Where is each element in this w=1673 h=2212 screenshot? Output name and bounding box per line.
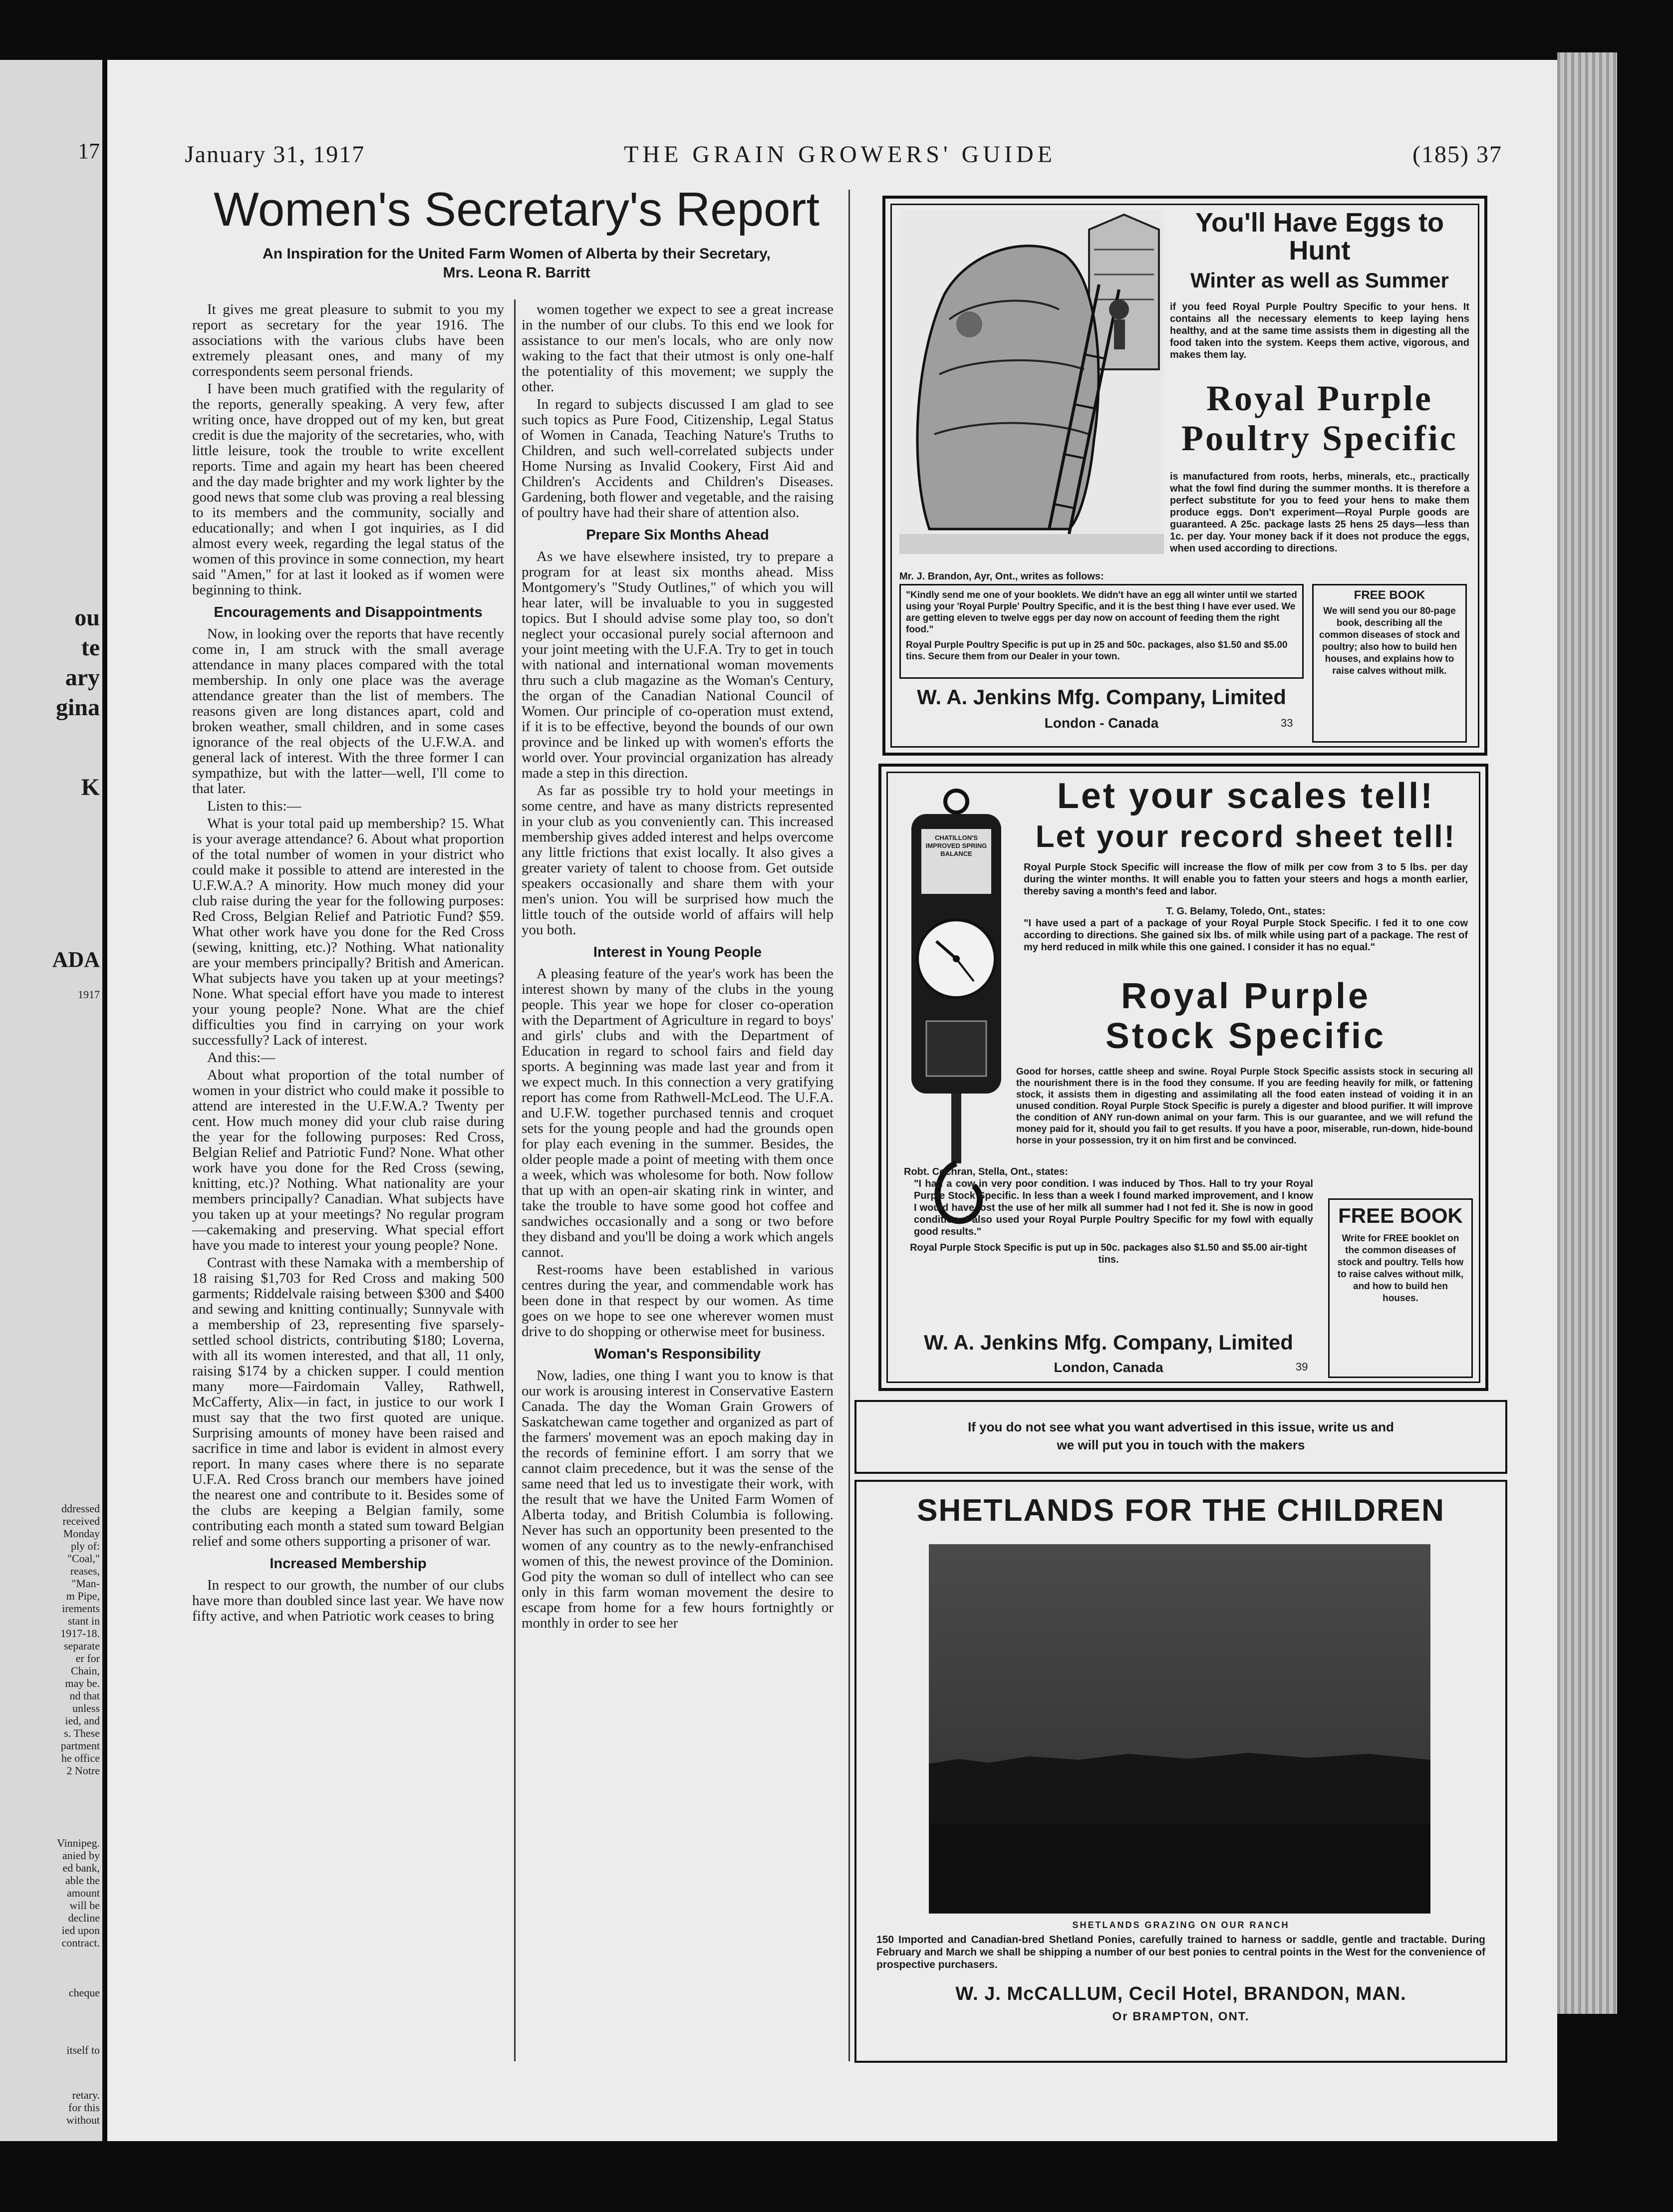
prev-page-fragment: decline [68, 1912, 100, 1924]
ad2-testimonial-1-text: "I have used a part of a package of your Royal Purple Stock Specific. I fed it to one cow according to directions. She gained six lbs. of milk while using part of a package. The rest of my herd reduced in milk while this one gained. I consider it has no equal." [1024, 918, 1468, 953]
photo-caption: SHETLANDS GRAZING ON OUR RANCH [1072, 1920, 1290, 1930]
prev-page-fragment: he office [61, 1752, 100, 1764]
prev-page-fragment: "Man- [71, 1577, 100, 1590]
article-column-1 [192, 302, 504, 1626]
ad1-testimonial-box [899, 584, 1304, 679]
prev-page-fragment: ied, and [65, 1714, 100, 1727]
column-rule [848, 190, 850, 2061]
ad1-product-name [1167, 378, 1472, 458]
paragraph: Rest-rooms have been established in various centres during the year, and commendable work has been done in that respect by our women. As time goes on we hope to see one wherever women must drive to do shopping or otherwise meet for business. [522, 1262, 834, 1340]
ad2-product-line-2: Stock Specific [1105, 1016, 1387, 1056]
paragraph: I have been much gratified with the regularity of the reports, generally speaking. A very few, after writing once, have dropped out of my ken, but great credit is due the majority of the secretaries, who, with little leisure, took the trouble to write excellent reports. Time and again my heart has been cheered and the day made brighter and my work lighter by the good news that some club was proving a real blessing to its members and the community, socially and educationally; and when I got inquiries, as I did almost every week, regarding the legal status of the women of this province in some connection, my heart said "Amen," for at last it looked as if women were beginning to think. [192, 381, 504, 598]
poultry-specific-ad [882, 196, 1487, 756]
prev-page-fragment: without [66, 2114, 100, 2126]
prev-page-fragment: cheque [68, 1986, 100, 1999]
ad2-code: 39 [1296, 1361, 1308, 1373]
ad2-body [911, 1066, 1473, 1146]
prev-page-fragment: Monday [63, 1527, 100, 1540]
ad2-testimonial-1-name: T. G. Belamy, Toledo, Ont., states: [1166, 906, 1326, 917]
paragraph: Contrast with these Namaka with a membership of 18 raising $1,703 for Red Cross and making 500 garments; Riddelvale raising between $300 and $400 and sewing and knitting continually; Sunnyvale with a membership of 23, representing five sparsely-settled school districts, contributing $180; Loverna, with all its women interested, and that all, 11 only, raising $174 by a chicken supper. I could mention many more—Fairdomain Valley, Rathwell, McCafferty, Alix—in fact, in justice to our work I must say that the two first quoted are unique. Surprising amounts of money have been raised and sacrifice in time and labor is evident in almost every report. In many cases where there is no separate U.F.A. Red Cross branch our members have joined the nearest one and contribute to it. Besides some of the clubs are keeping a Belgian family, some contributing each month a stated sum toward Belgian relief and some others supporting a prisoner of war. [192, 1255, 504, 1549]
section-heading: Interest in Young People [593, 944, 762, 960]
ad1-packages-text: Royal Purple Poultry Specific is put up in 25 and 50c. packages, also $1.50 and $5.00 tins. Secure them from our Dealer in your town. [906, 640, 1288, 662]
prev-page-fragment: amount [67, 1887, 100, 1899]
paragraph: What is your total paid up membership? 15. What is your average attendance? 6. About what proportion of the total number of women in your district who could make it possible to attend are interested in the U.F.W.A.? A minority. How much money did your club raise during the year for the following purposes: Red Cross, Belgian Relief and Patriotic Fund? $59. What other work have you done for the Red Cross (sewing, knitting, etc.)? Nothing. What nationality are your members principally? British and American. What subjects have you taken up at your meetings? None. What special effort have you made to interest your young people? None. What are the chief difficulties you find in carrying on your work successfully? Lack of interest. [192, 816, 504, 1048]
ad2-lead: Royal Purple Stock Specific will increase the flow of milk per cow from 3 to 5 lbs. per day during the winter months. It will enable you to fatten your steers and hogs a month earlier, thereby saving a month's feed and labor. [1024, 862, 1468, 897]
paragraph: And this:— [207, 1050, 276, 1066]
prev-page-fragment: K [81, 774, 100, 801]
article-column-2 [522, 302, 834, 1633]
ad1-lead: if you feed Royal Purple Poultry Specific to your hens. It contains all the necessary elements to keep laying hens healthy, and at the same time assists them in digesting all the food taken into the system. Keeps them active, vigorous, and makes them lay. [1170, 301, 1469, 360]
prev-page-fragment: reases, [70, 1565, 100, 1577]
prev-page-fragment: for this [68, 2101, 100, 2114]
prev-page-fragment: s. These [64, 1727, 100, 1739]
page-number: (185) 37 [1412, 141, 1502, 168]
paragraph: Now, ladies, one thing I want you to know is that our work is arousing interest in Conservative Eastern Canada. The day the Woman Grain Growers of Saskatchewan came together and organized as part of the farmers' movement was an epoch making day in the records of feminine effort. I am sorry that we cannot claim precedence, but it was the sense of the same need that led us to investigate their work, with the result that we have the United Farm Women of Alberta today, and British Columbia is following. Never has such an opportunity been presented to the women of any country as to the newly-enfranchised women of this, the newest province of the Dominion. God pity the woman so dull of intellect who can see only in this farm woman movement the desire to escape from home for a few hours fortnightly or monthly in order to see her [522, 1368, 834, 1631]
paragraph: In respect to our growth, the number of our clubs have more than doubled since last year. We have now fifty active, and when Patriotic work ceases to bring [192, 1577, 504, 1624]
ad2-headline-1: Let your scales tell! [1057, 776, 1435, 816]
ad2-free-book-text: Write for FREE booklet on the common diseases of stock and poultry. Tells how to raise calves without milk, and how to build hen houses. [1337, 1233, 1464, 1304]
ad1-free-book-text: We will send you our 80-page book, describing all the common diseases of stock and poultry; also how to build hen houses, and explains how to raise calves without milk. [1319, 606, 1460, 676]
prev-page-fragment: separate [63, 1640, 100, 1652]
subtitle-line-1: An Inspiration for the United Farm Women of Alberta by their Secretary, [263, 246, 771, 262]
prev-page-fragment: er for [75, 1652, 100, 1664]
notice-line-1: If you do not see what you want advertised in this issue, write us and [968, 1419, 1394, 1434]
paragraph: About what proportion of the total number of women in your district who could make it possible to attend are interested in the U.F.W.A.? Twenty per cent. How much money did your club raise during the year for the following purposes: Red Cross, Belgian Relief and Patriotic Fund? None. What other work have you done for the Red Cross (sewing, knitting, etc.)? Nothing. What nationality are your members principally? Canadian. What subjects have you taken up at your meetings? No regular program—cakemaking and preserving. What special effort have you made to interest your young people? None. [192, 1067, 504, 1253]
prev-page-fragment: m Pipe, [66, 1590, 100, 1602]
ad2-packages-text: Royal Purple Stock Specific is put up in 50c. packages also $1.50 and $5.00 air-tight tins. [910, 1242, 1307, 1265]
section-heading: Woman's Responsibility [594, 1346, 761, 1362]
ad1-product-line-1: Royal Purple [1206, 378, 1433, 418]
ad2-company: W. A. Jenkins Mfg. Company, Limited [924, 1331, 1293, 1354]
section-heading: Encouragements and Disappointments [214, 604, 483, 620]
ad1-body [900, 471, 1469, 554]
prev-page-fragment: will be [69, 1899, 100, 1912]
section-heading: Prepare Six Months Ahead [586, 527, 769, 543]
subtitle-line-2: Mrs. Leona R. Barritt [443, 265, 590, 281]
prev-page-fragment: stant in [67, 1615, 100, 1627]
prev-page-fragment: ou [74, 604, 100, 631]
ad1-headline-2: Hunt [1289, 236, 1351, 266]
stock-specific-ad [878, 764, 1488, 1391]
prev-page-fragment: able the [65, 1874, 100, 1887]
prev-page-fragment: ADA [52, 947, 100, 972]
prev-page-fragment: itself to [66, 2044, 100, 2056]
prev-page-fragment: nd that [69, 1689, 100, 1702]
ad1-city: London - Canada [1044, 715, 1159, 731]
prev-page-fragment: ary [65, 664, 100, 691]
paragraph: women together we expect to see a great increase in the number of our clubs. To this end we look for assistance to our men's locals, who are only now waking to the fact that their utmost is only one-half the potentiality of this movement; we supply the other. [522, 301, 834, 395]
ad1-body-text: is manufactured from roots, herbs, minerals, etc., practically what the fowl find during the summer months. It is therefore a perfect substitute for you to feed your hens to make them produce eggs. Don't experiment—Royal Purple goods are guaranteed. A 25c. package lasts 25 hens 25 days—less than 1c. per day. Your money back if it does not produce the eggs, when used according to directions. [1170, 471, 1469, 554]
shetland-ponies-photo [929, 1544, 1430, 1914]
prev-page-fragment: te [81, 634, 100, 661]
prev-page-fragment: partment [60, 1739, 100, 1752]
ad1-free-book-box [1312, 584, 1467, 743]
ad1-headline-1: You'll Have Eggs to [1195, 208, 1444, 238]
notice-line-2: we will put you in touch with the makers [1057, 1437, 1305, 1452]
ad1-product-line-2: Poultry Specific [1181, 418, 1458, 458]
prev-page-fragment: contract. [61, 1936, 100, 1949]
ad2-free-book-box [1328, 1198, 1473, 1378]
paragraph: Now, in looking over the reports that have recently come in, I am struck with the small average attendance in many places compared with the total membership. In only one place was the average attendance greater than the list of members. The reasons given are long distances apart, cold and broken weather, small children, and in some cases ignorance of the real objects of the U.F.W.A. and general lack of interest. With the three former I can sympathize, but with the latter—well, I'll come to that later. [192, 626, 504, 797]
paragraph: As we have elsewhere insisted, try to prepare a program for at least six months ahead. Miss Montgomery's "Study Outlines," of which you will hear later, will be invaluable to you in suggested topics. But I should advise some play too, so don't neglect your occasional purely social afternoon and your joint meeting with the U.F.A. Try to get in touch with national and international woman movements thru such a club magazine as the Woman's Century, the organ of the Canadian National Council of Women. Our principle of co-operation must extend, if it is to be effective, beyond the bounds of our own province and be linked up with women's efforts the world over. Your provincial organization has already made a step in this direction. [522, 549, 834, 781]
paragraph: It gives me great pleasure to submit to you my report as secretary for the year 1916. The associations with the various clubs have been extremely pleasant ones, and many of my correspondents seem personal friends. [192, 301, 504, 379]
paragraph: As far as possible try to hold your meetings in some centre, and have as many districts represented in your club as you conveniently can. This increased membership gives added interest and helps overcome any little frictions that exist locally. It also gives a greater variety of talent to choose from. Get outside speakers occasionally and share them with your men's union. You will be surprised how much the little touch of the outside world of affairs will help you both. [522, 783, 834, 938]
prev-page-fragment: anied by [62, 1849, 100, 1862]
book-page-edges [1557, 52, 1617, 2014]
publication-name: THE GRAIN GROWERS' GUIDE [624, 141, 1056, 168]
advertiser-notice-box [854, 1400, 1507, 1474]
prev-page-fragment: "Coal," [67, 1552, 100, 1565]
column-rule [514, 299, 516, 2061]
prev-page-fragment: ed bank, [62, 1862, 100, 1874]
ad2-testimonial-2 [904, 1166, 1313, 1266]
ad1-testimonial-text: "Kindly send me one of your booklets. We didn't have an egg all winter until we started using your 'Royal Purple' Poultry Specific, and it is the best thing I have ever used. We are getting eleven to twelve eggs per day now on account of feeding them the right food." [906, 590, 1297, 635]
paragraph: Listen to this:— [207, 798, 301, 814]
page-header [185, 141, 1502, 171]
ad2-headline-2: Let your record sheet tell! [1035, 820, 1456, 854]
prev-page-fragment: gina [55, 694, 100, 721]
paragraph: In regard to subjects discussed I am glad to see such topics as Pure Food, Citizenship, Legal Status of Women in Canada, Teaching Nature's Truths to Children, and such well-correlated subjects under Home Nursing as Invalid Cookery, First Aid and Children's Accidents and Children's Diseases. Gardening, both flower and vegetable, and the raising of poultry have had their share of attention also. [522, 396, 834, 521]
prev-page-fragment: retary. [72, 2089, 100, 2101]
ad1-headline [1167, 209, 1472, 265]
prev-page-fragment: ddressed [61, 1502, 100, 1515]
prev-page-fragment: Chain, [70, 1664, 100, 1677]
prev-page-fragment: ied upon [61, 1924, 100, 1936]
ad1-free-book-title: FREE BOOK [1354, 588, 1425, 602]
issue-date: January 31, 1917 [185, 141, 365, 168]
ad1-subheadline: Winter as well as Summer [1190, 269, 1449, 292]
shetlands-seller: W. J. McCALLUM, Cecil Hotel, BRANDON, MAN. [955, 1983, 1406, 2004]
section-heading: Increased Membership [270, 1556, 427, 1572]
ad2-testimonial-2-name: Robt. Cochran, Stella, Ont., states: [904, 1166, 1068, 1177]
ad2-city: London, Canada [1054, 1360, 1163, 1375]
ad1-company: W. A. Jenkins Mfg. Company, Limited [917, 685, 1286, 709]
prev-page-fragment: may be. [65, 1677, 100, 1689]
notice-text [861, 1418, 1500, 1454]
prev-page-fragment: irements [62, 1602, 100, 1615]
ad1-code: 33 [1281, 717, 1293, 729]
ad2-free-book-title: FREE BOOK [1338, 1204, 1463, 1227]
prev-page-number: 17 [78, 139, 100, 163]
shetlands-ad [854, 1480, 1507, 2063]
prev-page-fragment: Vinnipeg. [56, 1837, 100, 1849]
prev-page-fragment: ply of: [70, 1540, 100, 1552]
previous-page-edge [0, 60, 102, 2141]
prev-page-fragment: unless [72, 1702, 100, 1714]
prev-page-fragment: 1917-18. [60, 1627, 100, 1640]
prev-page-fragment: 1917 [78, 988, 100, 1001]
ad2-testimonial-1 [1024, 905, 1468, 953]
ad2-body-text: Good for horses, cattle sheep and swine. Royal Purple Stock Specific assists stock in securing all the nourishment there is in the food they consume. If you are feeding heavily for milk, or fattening stock, it assists them in digesting and assimilating all the food eaten instead of voiding it in an unused condition. Royal Purple Stock Specific is purely a digester and blood purifier. It will improve the condition of ANY run-down animal on your farm. This is our guarantee, and we will refund the money paid for it, should you fail to get results. If you have a poor, miserable, run-down, hide-bound horse in your possession, try it on him first and be convinced. [1016, 1067, 1473, 1146]
scale-label: CHATILLON'S IMPROVED SPRING BALANCE [925, 834, 987, 857]
paragraph: A pleasing feature of the year's work has been the interest shown by many of the clubs in the young people. This year we hope for closer co-operation with the Department of Agriculture in regard to boys' and girls' clubs and with the Department of Education in regard to school fairs and field day sports. A beginning was made last year and from it we expect much. In this connection a very gratifying report has come from Rathwell-McLeod. The U.F.A. and U.F.W. together purchased tennis and croquet sets for the young people and had the grounds open for play each evening in the summer. Besides, the older people made a point of meeting with them once a week, which was wholesome for both. Now follow that up with an open-air skating rink in winter, and take the trouble to have some good hot coffee and sandwiches occasionally and a song or two before they disband and you'll be doing a work which angels cannot. [522, 966, 834, 1260]
shetlands-body: 150 Imported and Canadian-bred Shetland Ponies, carefully trained to harness or saddle, gentle and tractable. During February and March we shall be shipping a number of our best ponies to central points in the West for the convenience of prospective purchasers. [876, 1934, 1485, 1970]
ad2-product-line-1: Royal Purple [1120, 976, 1371, 1016]
ad2-product-name [1016, 976, 1475, 1056]
ad2-testimonial-2-text: "I had a cow in very poor condition. I was induced by Thos. Hall to try your Royal Purple Stock Specific. In less than a week I found marked improvement, and I know I would have lost the use of her milk all summer had I not fed it. She is now in good condition. I also used your Royal Purple Poultry Specific for my fowl with equally good results." [914, 1178, 1313, 1237]
shetlands-title: SHETLANDS FOR THE CHILDREN [917, 1493, 1445, 1528]
ad1-testimonial-intro: Mr. J. Brandon, Ayr, Ont., writes as follows: [899, 571, 1104, 582]
article-title: Women's Secretary's Report [214, 183, 820, 236]
prev-page-fragment: 2 Notre [66, 1764, 100, 1777]
shetlands-seller-alt: Or BRAMPTON, ONT. [1112, 2010, 1250, 2023]
prev-page-fragment: received [62, 1515, 100, 1527]
article-subtitle [185, 245, 848, 282]
